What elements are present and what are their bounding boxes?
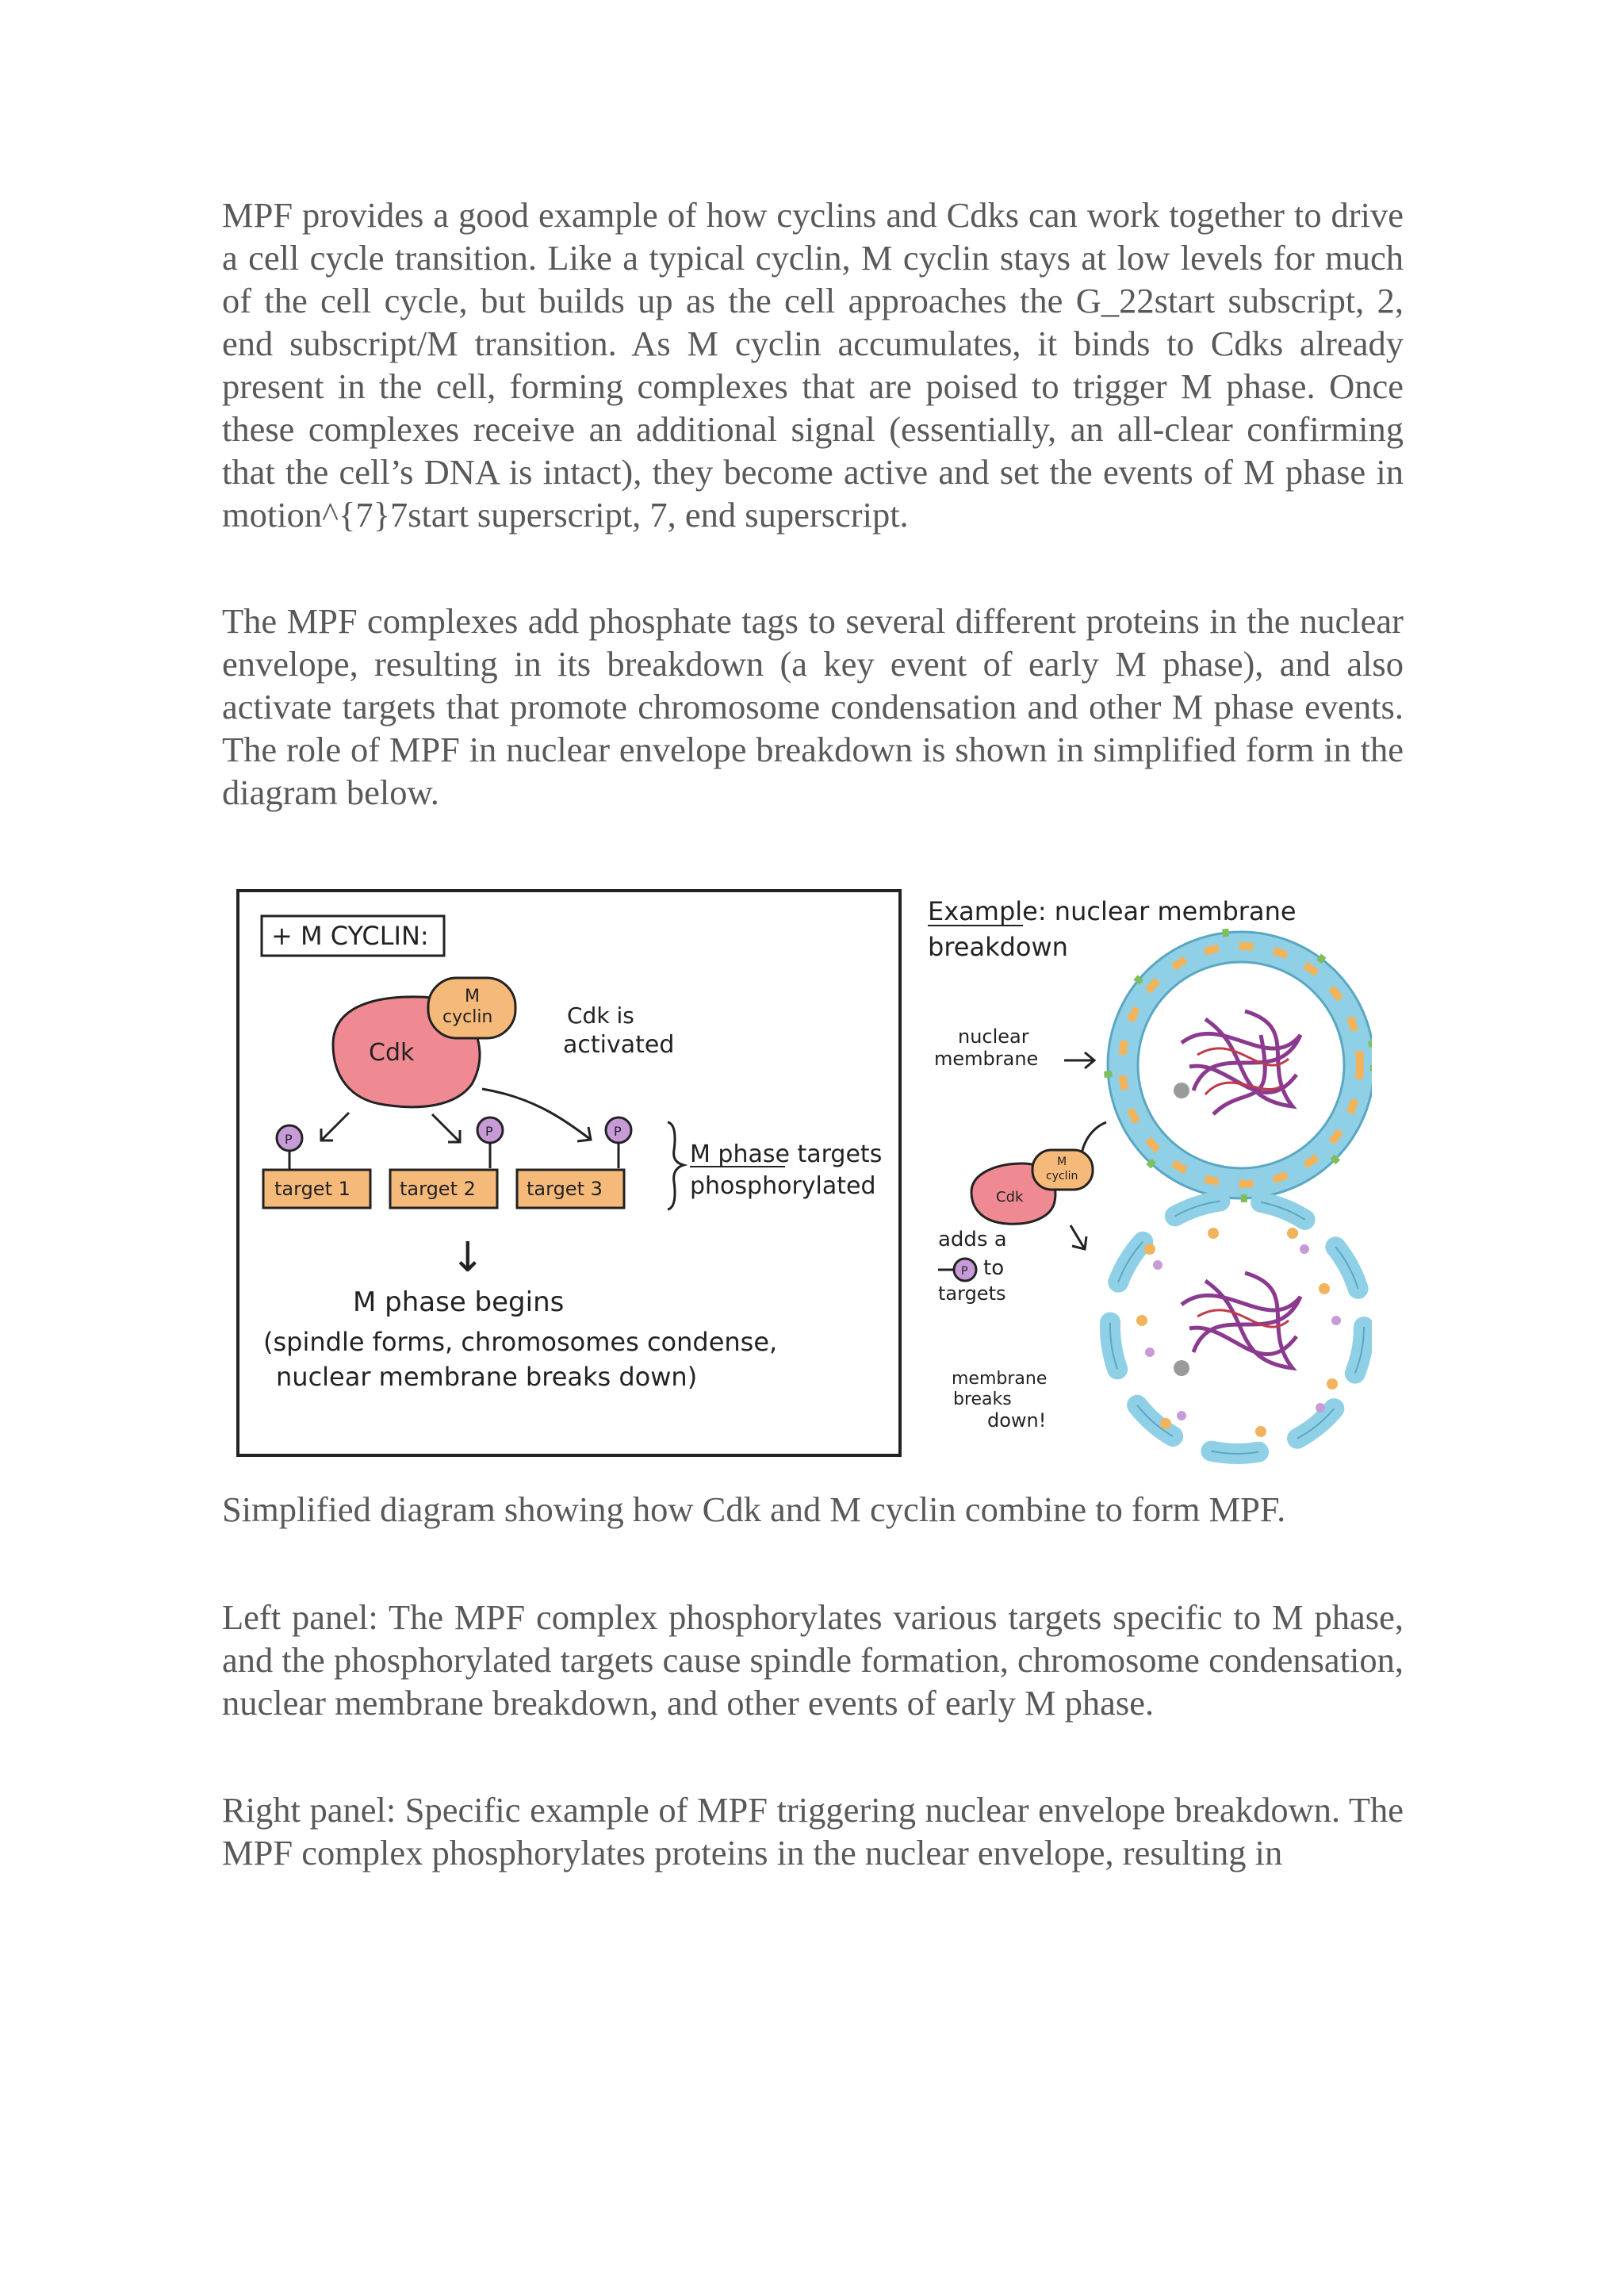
broken-nucleus [1110,1200,1364,1454]
right-cyclin-bottom: cyclin [1046,1170,1078,1182]
chromosomes-2 [1182,1273,1300,1368]
figure-caption: Simplified diagram showing how Cdk and M cyclin combine to form MPF. [222,1489,1286,1529]
target-2-label: target 2 [400,1178,476,1200]
paragraph-mpf-complexes: The MPF complexes add phosphate tags to several different proteins in the nuclear envelope, resulting in its breakdown (a key event of early M phase), and also activate targets that promote chromosome condensation and other M phase events. The role of MPF in nuclear envelope breakdown is shown in simplified form in the diagram below. [222,601,1404,812]
paragraph-left-panel: Left panel: The MPF complex phosphorylates various targets specific to M phase, and the phosphorylated targets cause spindle formation, chromosome condensation, nuclear membrane breakdown, and other events of early M phase. [222,1597,1404,1723]
svg-text:P: P [961,1265,968,1278]
target-3-label: target 3 [527,1178,603,1200]
paragraph-right-panel: Right panel: Specific example of MPF triggering nuclear envelope breakdown. The MPF complex phosphorylates proteins in the nuclear envelope, resulting in [222,1790,1404,1872]
nuclear-label: nuclear [958,1025,1029,1048]
mpf-diagram [230,876,1372,1471]
example-title-line2: breakdown [928,932,1068,962]
left-panel [238,891,900,1455]
m-cyclin-header: + M CYCLIN: [271,921,429,951]
cdk-activated-line2: activated [563,1031,675,1059]
adds-a-label: adds a [938,1228,1007,1251]
svg-text:P: P [485,1124,493,1139]
membrane-breaks-line2: breaks [953,1389,1012,1409]
example-title: : nuclear membrane [1037,896,1297,926]
svg-text:P: P [614,1124,622,1139]
cyclin-label-top: M [465,987,480,1006]
down-arrow: ↓ [450,1234,485,1282]
m-phase-begins: M phase begins [353,1286,565,1318]
cyclin-label-bottom: cyclin [442,1007,493,1027]
membrane-breaks-line1: membrane [952,1369,1048,1389]
cdk-activated-line1: Cdk is [567,1002,634,1029]
right-cyclin-top: M [1057,1156,1067,1168]
svg-text:Example: nuclear membrane [928,896,1297,926]
m-phase-targets-line2: phosphorylated [690,1172,876,1200]
m-phase-events-line2: nuclear membrane breaks down) [276,1362,698,1392]
cdk-label: Cdk [369,1039,415,1067]
right-cdk-label: Cdk [996,1189,1024,1205]
to-label: to [983,1256,1005,1280]
m-phase-targets-line1: M phase targets [690,1140,883,1168]
paragraph-intro: MPF provides a good example of how cyclins and Cdks can work together to drive a cell cycle transition. Like a typical cyclin, M cyclin stays at low levels for much of the cell cycle, but builds up as the cell approaches the G_22start subscript, 2, end subscript/M transition. As M cyclin accumulates, it binds to Cdks already present in the cell, forming complexes that are poised to trigger M phase. Once these complexes receive an additional signal (essentially, an all-clear confirming that the cell’s DNA is intact), they become active and set the events of M phase in motion^{7}7start superscript, 7, end superscript. [222,195,1404,535]
target-1-label: target 1 [274,1178,350,1200]
svg-text:P: P [285,1132,293,1147]
right-panel [928,896,1372,1454]
example-label: Example [928,896,1038,926]
membrane-label: membrane [934,1048,1039,1070]
m-phase-events-line1: (spindle forms, chromosomes condense, [263,1327,778,1357]
targets-label: targets [938,1282,1006,1305]
intact-nucleus [1108,932,1372,1198]
membrane-breaks-line3: down! [987,1409,1047,1432]
